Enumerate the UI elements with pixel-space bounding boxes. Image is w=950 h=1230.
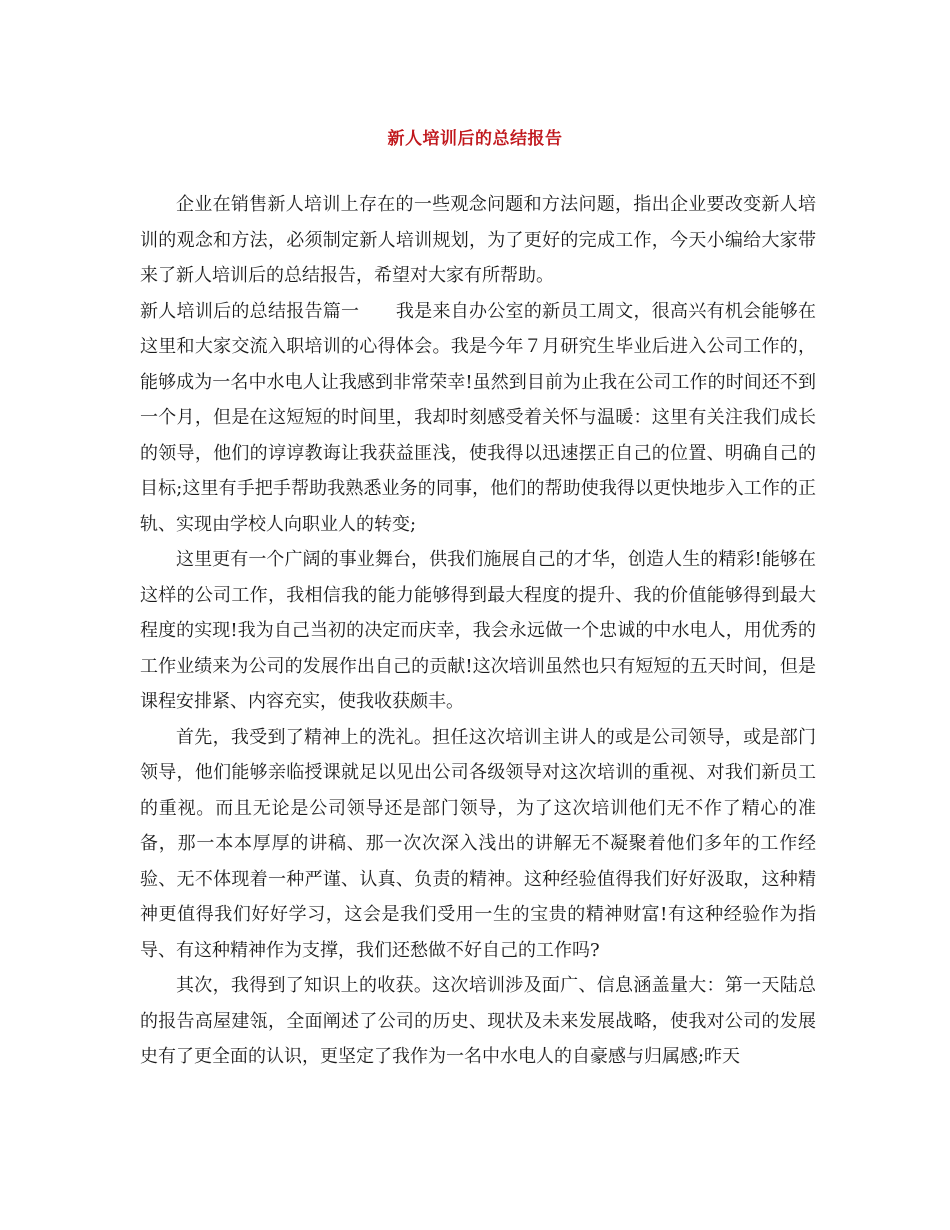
paragraph-second: 其次，我得到了知识上的收获。这次培训涉及面广、信息涵盖量大：第一天陆总的报告高屋建瓴，全面阐述了公司的历史、现状及未来发展战略，使我对公司的发展史有了更全面的认识，更坚定了我作为一名中水电人的自豪感与归属感;昨天 [140,975,816,1067]
document-title: 新人培训后的总结报告 [387,129,563,149]
paragraph-stage: 这里更有一个广阔的事业舞台，供我们施展自己的才华，创造人生的精彩!能够在这样的公司工作，我相信我的能力能够得到最大程度的提升、我的价值能够得到最大程度的实现!我为自己当初的决定而庆幸，我会永远做一个忠诚的中水电人，用优秀的工作业绩来为公司的发展作出自己的贡献!这次培训虽然也只有短短的五天时间，但是课程安排紧、内容充实，使我收获颇丰。 [140,549,816,712]
document-body [140,187,816,1075]
paragraph-first: 首先，我受到了精神上的洗礼。担任这次培训主讲人的或是公司领导，或是部门领导，他们能够亲临授课就足以见出公司各级领导对这次培训的重视、对我们新员工的重视。而且无论是公司领导还是部门领导，为了这次培训他们无不作了精心的准备，那一本本厚厚的讲稿、那一次次深入浅出的讲解无不凝聚着他们多年的工作经验、无不体现着一种严谨、认真、负责的精神。这种经验值得我们好好汲取，这种精神更值得我们好好学习，这会是我们受用一生的宝贵的精神财富!有这种经验作为指导、有这种精神作为支撑，我们还愁做不好自己的工作吗? [140,726,816,961]
paragraph-intro: 企业在销售新人培训上存在的一些观念问题和方法问题，指出企业要改变新人培训的观念和方法，必须制定新人培训规划，为了更好的完成工作，今天小编给大家带来了新人培训后的总结报告，希望对大家有所帮助。 [140,194,816,286]
paragraph-part-one: 新人培训后的总结报告篇一 我是来自办公室的新员工周文，很高兴有机会能够在这里和大家交流入职培训的心得体会。我是今年７月研究生毕业后进入公司工作的，能够成为一名中水电人让我感到非常荣幸!虽然到目前为止我在公司工作的时间还不到一个月，但是在这短短的时间里，我却时刻感受着关怀与温暖：这里有关注我们成长的领导，他们的谆谆教诲让我获益匪浅，使我得以迅速摆正自己的位置、明确自己的目标;这里有手把手帮助我熟悉业务的同事，他们的帮助使我得以更快地步入工作的正轨、实现由学校人向职业人的转变; [140,300,816,535]
